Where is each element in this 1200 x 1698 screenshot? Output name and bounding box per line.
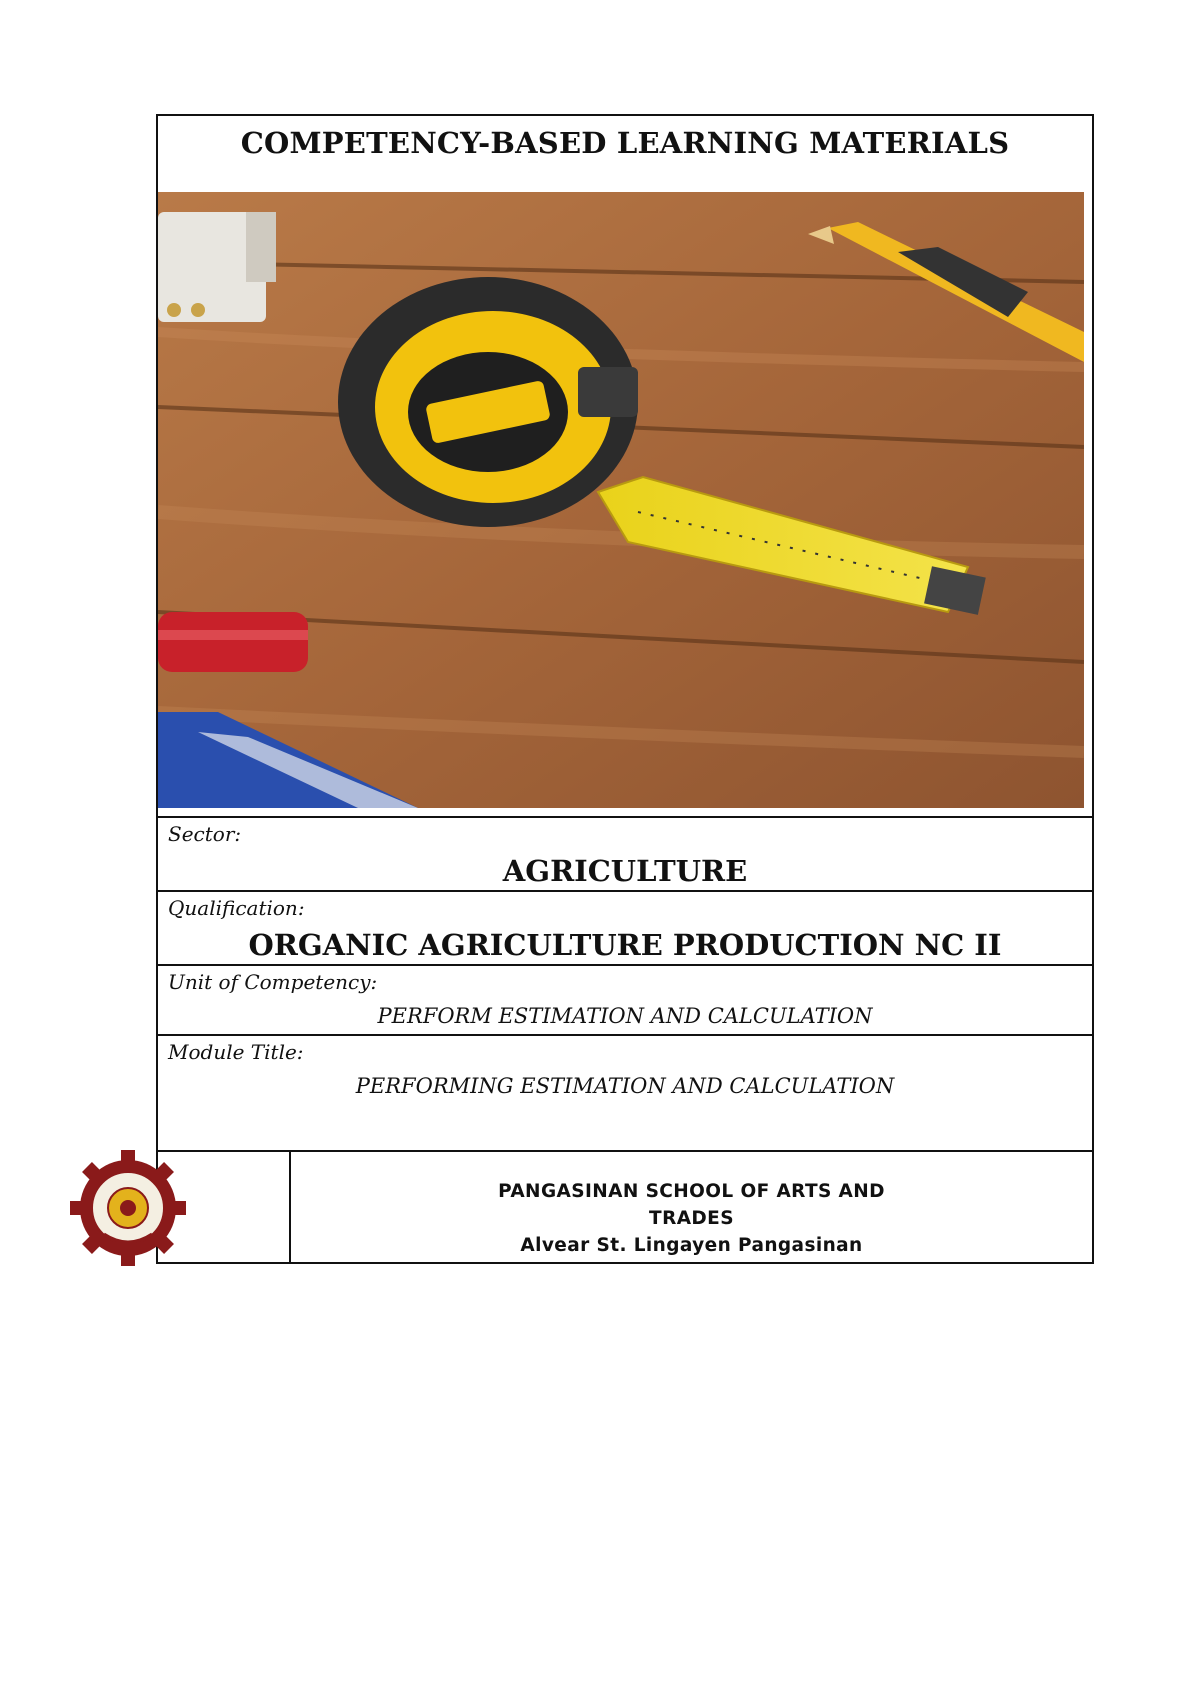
school-seal-gear-icon [70, 1150, 186, 1266]
school-block [291, 1178, 1092, 1259]
title-row [158, 116, 1092, 192]
unit-of-competency-row [158, 964, 1092, 1034]
sector-row [158, 816, 1092, 890]
tape-measure-photo-icon [158, 192, 1084, 808]
module-value: PERFORMING ESTIMATION AND CALCULATION [355, 1074, 895, 1098]
unit-value: PERFORM ESTIMATION AND CALCULATION [377, 1004, 873, 1028]
unit-label: Unit of Competency: [168, 970, 378, 994]
sector-label: Sector: [168, 822, 242, 846]
footer-row [158, 1150, 1092, 1262]
document-title: COMPETENCY-BASED LEARNING MATERIALS [240, 126, 1010, 160]
module-label: Module Title: [168, 1040, 304, 1064]
qualification-value: ORGANIC AGRICULTURE PRODUCTION NC II [248, 928, 1002, 962]
cover-photo [158, 192, 1084, 808]
qualification-row [158, 890, 1092, 964]
cover-frame [156, 114, 1094, 1264]
module-title-row [158, 1034, 1092, 1150]
school-name-line1: PANGASINAN SCHOOL OF ARTS AND [498, 1181, 885, 1202]
school-name-line2: TRADES [649, 1208, 734, 1229]
sector-value: AGRICULTURE [502, 854, 748, 888]
qualification-label: Qualification: [168, 896, 305, 920]
school-address: Alvear St. Lingayen Pangasinan [520, 1235, 863, 1256]
